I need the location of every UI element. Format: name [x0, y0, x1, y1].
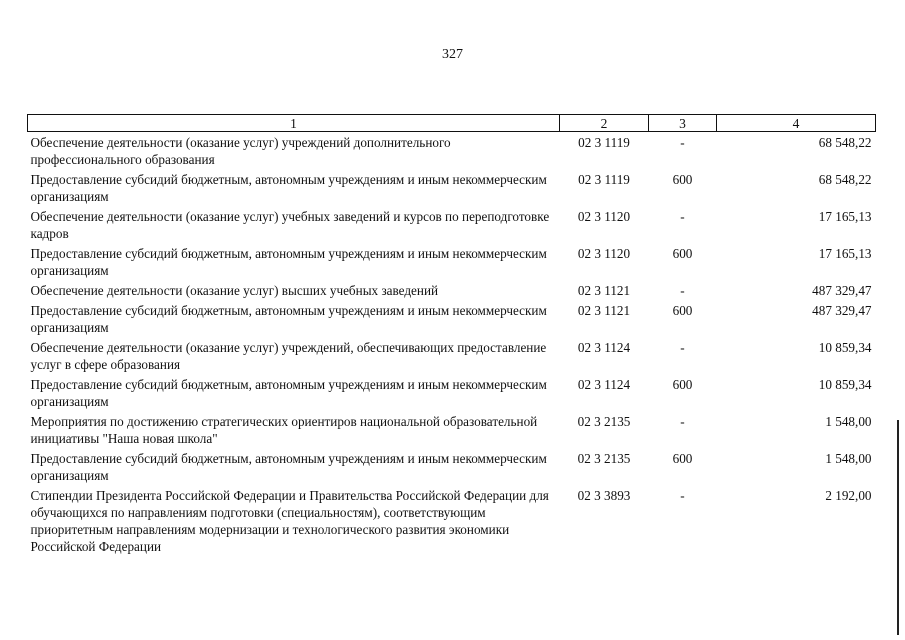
row-type: -	[680, 488, 685, 503]
table-row	[28, 280, 876, 300]
row-amount: 17 165,13	[818, 209, 872, 224]
table-row	[28, 132, 876, 170]
row-type: 600	[672, 246, 693, 261]
row-name: Обеспечение деятельности (оказание услуг) высших учебных заведений	[30, 283, 439, 298]
page-number: 327	[442, 47, 463, 62]
row-type: 600	[672, 172, 693, 187]
table-row	[28, 337, 876, 374]
row-code: 02 3 1119	[578, 172, 630, 187]
row-amount: 10 859,34	[818, 340, 872, 355]
row-name: Обеспечение деятельности (оказание услуг) учебных заведений и курсов по переподготовке кадров	[30, 209, 550, 241]
row-name: Обеспечение деятельности (оказание услуг) учреждений дополнительного профессионального образования	[30, 135, 451, 167]
row-name: Предоставление субсидий бюджетным, автономным учреждениям и иным некоммерческим организациям	[30, 303, 547, 335]
column-header-3: 3	[649, 115, 717, 132]
row-name: Обеспечение деятельности (оказание услуг) учреждений, обеспечивающих предоставление услуг в сфере образования	[30, 340, 547, 372]
row-amount: 2 192,00	[825, 488, 872, 503]
row-type: 600	[672, 377, 693, 392]
row-code: 02 3 1121	[577, 283, 631, 298]
table-row	[28, 411, 876, 448]
row-name: Мероприятия по достижению стратегических ориентиров национальной образовательной инициативы "Наша новая школа"	[30, 414, 538, 446]
row-amount: 17 165,13	[818, 246, 872, 261]
margin-scan-line	[897, 420, 899, 635]
row-code: 02 3 2135	[577, 451, 631, 466]
row-amount: 68 548,22	[818, 135, 872, 150]
table-row	[28, 485, 876, 556]
row-amount: 1 548,00	[825, 414, 872, 429]
budget-table	[27, 114, 876, 556]
column-header-1: 1	[28, 115, 560, 132]
row-code: 02 3 3893	[577, 488, 631, 503]
table-row	[28, 300, 876, 337]
row-code: 02 3 1120	[577, 209, 631, 224]
row-code: 02 3 1119	[578, 135, 630, 150]
row-amount: 68 548,22	[818, 172, 872, 187]
row-name: Предоставление субсидий бюджетным, автономным учреждениям и иным некоммерческим организациям	[30, 451, 547, 483]
row-name: Предоставление субсидий бюджетным, автономным учреждениям и иным некоммерческим организациям	[30, 172, 547, 204]
row-code: 02 3 1121	[577, 303, 631, 318]
row-amount: 487 329,47	[812, 303, 872, 318]
table-body	[28, 132, 876, 557]
table-row	[28, 448, 876, 485]
row-name: Предоставление субсидий бюджетным, автономным учреждениям и иным некоммерческим организациям	[30, 377, 547, 409]
table-header-row	[28, 115, 876, 132]
table-row	[28, 206, 876, 243]
row-name: Стипендии Президента Российской Федерации и Правительства Российской Федерации для обучающихся по направлениям подготовки (специальностям), соответствующим приоритетным направлениям модернизации и технологического развития экономики Российской Федерации	[30, 488, 549, 554]
row-type: -	[680, 209, 685, 224]
row-code: 02 3 1124	[577, 340, 631, 355]
row-type: 600	[672, 451, 693, 466]
row-code: 02 3 2135	[577, 414, 631, 429]
row-amount: 10 859,34	[818, 377, 872, 392]
table-row	[28, 243, 876, 280]
row-code: 02 3 1120	[577, 246, 631, 261]
row-amount: 487 329,47	[812, 283, 872, 298]
row-amount: 1 548,00	[825, 451, 872, 466]
row-name: Предоставление субсидий бюджетным, автономным учреждениям и иным некоммерческим организациям	[30, 246, 547, 278]
row-type: -	[680, 135, 685, 150]
column-header-4: 4	[717, 115, 876, 132]
table-row	[28, 374, 876, 411]
row-code: 02 3 1124	[577, 377, 631, 392]
table-row	[28, 169, 876, 206]
row-type: -	[680, 283, 685, 298]
row-type: 600	[672, 303, 693, 318]
column-header-2: 2	[560, 115, 649, 132]
row-type: -	[680, 414, 685, 429]
row-type: -	[680, 340, 685, 355]
